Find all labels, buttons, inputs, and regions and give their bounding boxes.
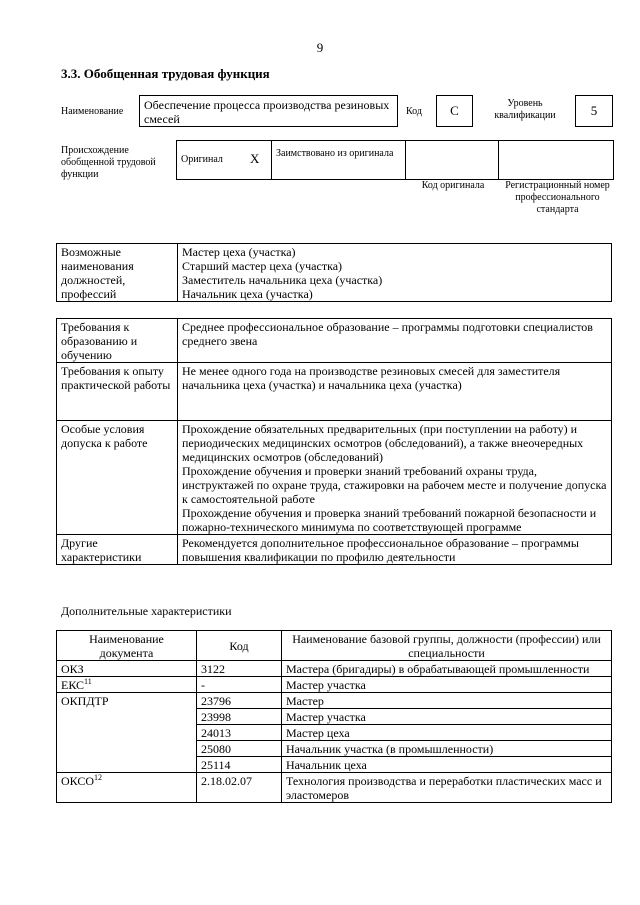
okpdtr-code: 25080 — [197, 741, 282, 757]
req-other-text: Рекомендуется дополнительное профессиональное образование – программы повышения квалификации по профилю деятельности — [178, 535, 612, 565]
okso-doc-text: ОКСО — [61, 774, 95, 788]
position-item: Старший мастер цеха (участка) — [182, 259, 343, 273]
original-label: Оригинал — [181, 154, 223, 165]
code-value: C — [436, 95, 473, 127]
eks-doc-text: ЕКС — [61, 678, 85, 692]
name-label: Наименование — [61, 106, 124, 117]
code-original-caption: Код оригинала — [421, 180, 485, 191]
level-label: Уровень квалификации — [494, 98, 556, 121]
positions-list — [178, 244, 612, 302]
page-number: 9 — [316, 40, 324, 55]
req-special-paragraph: Прохождение обучения и проверка знаний требований пожарной безопасности и пожарно-технического минимума по соответствующей программе — [182, 506, 597, 534]
okpdtr-name: Начальник участка (в промышленности) — [282, 741, 612, 757]
origin-box — [176, 140, 614, 180]
req-special-paragraph: Прохождение обязательных предварительных (при поступлении на работу) и периодических медицинских осмотров (обследований), а также внеочередных медицинских осмотров (обследований) — [182, 422, 584, 464]
okso-name: Технология производства и переработки пластических масс и эластомеров — [282, 773, 612, 803]
origin-label: Происхождение обобщенной трудовой функции — [61, 145, 156, 180]
header-name: Наименование базовой группы, должности (профессии) или специальности — [282, 631, 612, 661]
eks-doc — [57, 677, 197, 693]
okpdtr-code: 23998 — [197, 709, 282, 725]
eks-footnote: 11 — [84, 677, 92, 686]
req-experience-label: Требования к опыту практической работы — [57, 363, 178, 421]
okpdtr-name: Мастер цеха — [282, 725, 612, 741]
req-special-paragraph: Прохождение обучения и проверки знаний требований охраны труда, инструктажей по охране труда, стажировки на рабочем месте и получение допуска к самостоятельной работе — [182, 464, 607, 506]
okso-footnote: 12 — [94, 773, 103, 782]
section-title: 3.3. Обобщенная трудовая функция — [61, 66, 270, 81]
additional-title: Дополнительные характеристики — [61, 604, 232, 618]
req-special-conditions — [178, 421, 612, 535]
req-other-label: Другие характеристики — [57, 535, 178, 565]
okpdtr-code: 23796 — [197, 693, 282, 709]
borrowed-label: Заимствовано из оригинала — [276, 148, 394, 159]
eks-name: Мастер участка — [282, 677, 612, 693]
position-item: Заместитель начальника цеха (участка) — [182, 273, 383, 287]
req-education-text: Среднее профессиональное образование – программы подготовки специалистов среднего звена — [178, 319, 612, 363]
okz-doc: ОКЗ — [57, 661, 197, 677]
level-value: 5 — [575, 95, 613, 127]
req-experience-text: Не менее одного года на производстве резиновых смесей для заместителя начальника цеха (участка) и начальника цеха (участка) — [178, 363, 612, 421]
okpdtr-name: Мастер — [282, 693, 612, 709]
positions-label: Возможные наименования должностей, профессий — [57, 244, 178, 302]
req-education-label: Требования к образованию и обучению — [57, 319, 178, 363]
original-mark: X — [250, 151, 260, 166]
okpdtr-code: 25114 — [197, 757, 282, 773]
code-label: Код — [406, 106, 422, 117]
okpdtr-name: Мастер участка — [282, 709, 612, 725]
position-item: Начальник цеха (участка) — [182, 287, 313, 301]
okpdtr-code: 24013 — [197, 725, 282, 741]
okpdtr-name: Начальник цеха — [282, 757, 612, 773]
positions-table — [56, 243, 612, 302]
okso-code: 2.18.02.07 — [197, 773, 282, 803]
name-value: Обеспечение процесса производства резиновых смесей — [139, 95, 398, 127]
reg-number-caption: Регистрационный номер профессионального стандарта — [505, 180, 610, 215]
okz-name: Мастера (бригадиры) в обрабатывающей промышленности — [282, 661, 612, 677]
additional-table — [56, 630, 612, 803]
eks-code: - — [197, 677, 282, 693]
requirements-table — [56, 318, 612, 565]
req-special-label: Особые условия допуска к работе — [57, 421, 178, 535]
okz-code: 3122 — [197, 661, 282, 677]
okpdtr-doc: ОКПДТР — [57, 693, 197, 773]
header-code: Код — [197, 631, 282, 661]
header-doc: Наименование документа — [57, 631, 197, 661]
position-item: Мастер цеха (участка) — [182, 245, 296, 259]
okso-doc — [57, 773, 197, 803]
